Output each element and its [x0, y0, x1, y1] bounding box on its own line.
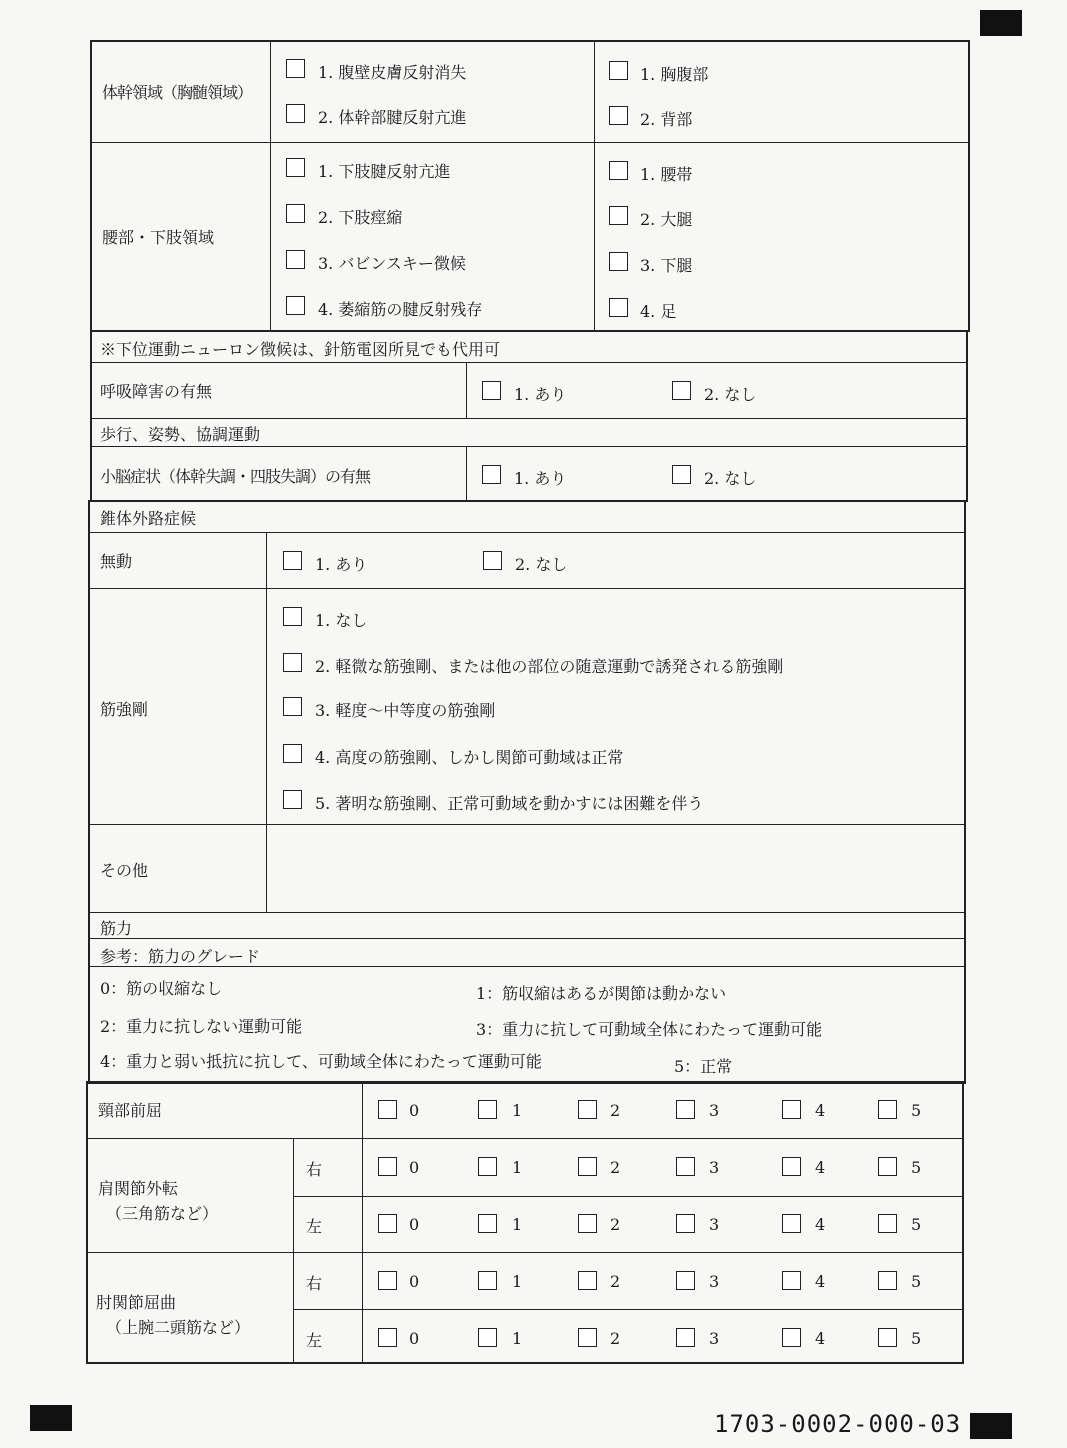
shoulder-right-grade-3-checkbox[interactable]	[676, 1157, 695, 1176]
lumbar-site-3-label: 3. 下腿	[640, 256, 693, 275]
shoulder-right-grade-5-checkbox[interactable]	[878, 1157, 897, 1176]
elbow-left-grade-5-label: 5	[911, 1329, 922, 1348]
rigidity-option-4-label: 4. 高度の筋強剛、しかし関節可動域は正常	[315, 748, 624, 767]
elbow-left-grade-3-checkbox[interactable]	[676, 1328, 695, 1347]
elbow-right-grade-2-label: 2	[610, 1272, 621, 1291]
lumbar-site-1-label: 1. 腰帯	[640, 165, 693, 184]
grade-3-desc: 3：重力に抗して可動域全体にわたって運動可能	[476, 1020, 823, 1039]
elbow-right-grade-2-checkbox[interactable]	[578, 1271, 597, 1290]
shoulder-left-grade-0-checkbox[interactable]	[378, 1214, 397, 1233]
elbow-left-grade-5-checkbox[interactable]	[878, 1328, 897, 1347]
cerebellar-row	[92, 446, 966, 502]
shoulder-left-grade-5-checkbox[interactable]	[878, 1214, 897, 1233]
rigidity-option-2-label: 2. 軽微な筋強剛、または他の部位の随意運動で誘発される筋強剛	[315, 657, 784, 676]
elbow-right-label: 右	[306, 1274, 323, 1293]
shoulder-left-grade-3-label: 3	[709, 1215, 720, 1234]
form-code: 1703-0002-000-03	[714, 1410, 962, 1438]
akinesia-no-checkbox[interactable]	[483, 551, 502, 570]
trunk-sign-1-checkbox[interactable]	[286, 59, 305, 78]
strength-header-row	[90, 912, 964, 938]
lumbar-sign-4-label: 4. 萎縮筋の腱反射残存	[318, 300, 483, 319]
cerebellar-no-checkbox[interactable]	[672, 465, 691, 484]
shoulder-right-grade-0-label: 0	[409, 1158, 420, 1177]
cerebellar-yes-checkbox[interactable]	[482, 465, 501, 484]
neck-grade-0-checkbox[interactable]	[378, 1100, 397, 1119]
shoulder-left-grade-5-label: 5	[911, 1215, 922, 1234]
respiratory-yes-label: 1. あり	[514, 385, 567, 404]
neck-grade-0-label: 0	[409, 1101, 420, 1120]
neck-grade-1-label: 1	[512, 1101, 523, 1120]
elbow-right-grade-3-label: 3	[709, 1272, 720, 1291]
lumbar-sign-1-checkbox[interactable]	[286, 158, 305, 177]
registration-mark-bottom-right	[970, 1413, 1012, 1439]
extrapyramidal-table	[88, 500, 966, 1084]
grade-4-desc: 4：重力と弱い抵抗に抗して、可動域全体にわたって運動可能	[100, 1052, 542, 1071]
muscle-strength-table	[86, 1081, 964, 1364]
shoulder-left-grade-4-label: 4	[815, 1215, 826, 1234]
shoulder-right-grade-4-label: 4	[815, 1158, 826, 1177]
rigidity-option-2-checkbox[interactable]	[283, 653, 302, 672]
rigidity-option-4-checkbox[interactable]	[283, 744, 302, 763]
trunk-site-1-checkbox[interactable]	[609, 61, 628, 80]
neck-flexion-row	[88, 1083, 962, 1138]
strength-header: 筋力	[100, 919, 133, 938]
elbow-right-grade-4-label: 4	[815, 1272, 826, 1291]
lumbar-site-4-checkbox[interactable]	[609, 298, 628, 317]
grade-ref-title-row	[90, 938, 964, 966]
neck-grade-1-checkbox[interactable]	[478, 1100, 497, 1119]
rigidity-option-1-checkbox[interactable]	[283, 607, 302, 626]
elbow-right-grade-5-label: 5	[911, 1272, 922, 1291]
shoulder-left-label: 左	[306, 1217, 323, 1236]
lumbar-site-2-label: 2. 大腿	[640, 210, 693, 229]
respiratory-label: 呼吸障害の有無	[100, 382, 213, 401]
lumbar-sign-2-label: 2. 下肢痙縮	[318, 208, 403, 227]
shoulder-right-label: 右	[306, 1160, 323, 1179]
trunk-row	[92, 42, 968, 142]
elbow-left-grade-4-label: 4	[815, 1329, 826, 1348]
grade-ref-body	[90, 966, 964, 1084]
lumbar-site-4-label: 4. 足	[640, 302, 677, 321]
cerebellar-label: 小脳症状（体幹失調・四肢失調）の有無	[100, 467, 371, 486]
trunk-sign-2-checkbox[interactable]	[286, 104, 305, 123]
neck-grade-3-checkbox[interactable]	[676, 1100, 695, 1119]
elbow-left-grade-2-label: 2	[610, 1329, 621, 1348]
neck-grade-3-label: 3	[709, 1101, 720, 1120]
elbow-left-grade-0-checkbox[interactable]	[378, 1328, 397, 1347]
akinesia-row	[90, 532, 964, 588]
lumbar-site-2-checkbox[interactable]	[609, 206, 628, 225]
rigidity-label: 筋強剛	[100, 700, 149, 719]
shoulder-left-grade-1-checkbox[interactable]	[478, 1214, 497, 1233]
shoulder-right-grade-1-label: 1	[512, 1158, 523, 1177]
lmn-note-row	[92, 332, 966, 362]
elbow-right-grade-0-label: 0	[409, 1272, 420, 1291]
akinesia-label: 無動	[100, 552, 133, 571]
elbow-left-label: 左	[306, 1331, 323, 1350]
trunk-site-2-label: 2. 背部	[640, 110, 693, 129]
trunk-site-2-checkbox[interactable]	[609, 106, 628, 125]
respiratory-no-checkbox[interactable]	[672, 381, 691, 400]
rigidity-option-1-label: 1. なし	[315, 611, 368, 630]
elbow-right-grade-1-checkbox[interactable]	[478, 1271, 497, 1290]
elbow-row	[88, 1252, 962, 1364]
registration-mark-bottom-left	[30, 1405, 72, 1431]
elbow-right-grade-0-checkbox[interactable]	[378, 1271, 397, 1290]
shoulder-row	[88, 1138, 962, 1252]
shoulder-sublabel: （三角筋など）	[106, 1204, 219, 1223]
shoulder-right-grade-0-checkbox[interactable]	[378, 1157, 397, 1176]
lumbar-sign-3-label: 3. バビンスキー徴候	[318, 254, 466, 273]
registration-mark-top-right	[980, 10, 1022, 36]
akinesia-no-label: 2. なし	[515, 555, 568, 574]
other-row	[90, 824, 964, 912]
cerebellar-yes-label: 1. あり	[514, 469, 567, 488]
neck-grade-4-checkbox[interactable]	[782, 1100, 801, 1119]
neck-flexion-label: 頸部前屈	[98, 1101, 163, 1120]
respiratory-gait-table	[90, 330, 968, 502]
shoulder-left-grade-1-label: 1	[512, 1215, 523, 1234]
grade-ref-title: 参考：筋力のグレード	[100, 947, 261, 966]
respiratory-no-label: 2. なし	[704, 385, 757, 404]
shoulder-left-grade-2-label: 2	[610, 1215, 621, 1234]
elbow-left-grade-1-checkbox[interactable]	[478, 1328, 497, 1347]
grade-0-desc: 0：筋の収縮なし	[100, 979, 223, 998]
akinesia-yes-checkbox[interactable]	[283, 551, 302, 570]
extrapyramidal-header: 錐体外路症候	[100, 509, 197, 528]
shoulder-right-grade-2-label: 2	[610, 1158, 621, 1177]
shoulder-right-grade-4-checkbox[interactable]	[782, 1157, 801, 1176]
elbow-label: 肘関節屈曲	[96, 1293, 177, 1312]
elbow-right-grade-5-checkbox[interactable]	[878, 1271, 897, 1290]
elbow-left-grade-1-label: 1	[512, 1329, 523, 1348]
rigidity-option-5-label: 5. 著明な筋強剛、正常可動域を動かすには困難を伴う	[315, 794, 704, 813]
extrapyramidal-header-row	[90, 502, 964, 532]
lumbar-site-3-checkbox[interactable]	[609, 252, 628, 271]
gait-header: 歩行、姿勢、協調運動	[100, 425, 261, 444]
grade-2-desc: 2：重力に抗しない運動可能	[100, 1017, 303, 1036]
other-label: その他	[100, 861, 149, 880]
lumbar-site-1-checkbox[interactable]	[609, 161, 628, 180]
neck-grade-5-checkbox[interactable]	[878, 1100, 897, 1119]
shoulder-right-grade-1-checkbox[interactable]	[478, 1157, 497, 1176]
neck-grade-5-label: 5	[911, 1101, 922, 1120]
elbow-right-grade-1-label: 1	[512, 1272, 523, 1291]
neck-grade-4-label: 4	[815, 1101, 826, 1120]
lumbar-sign-3-checkbox[interactable]	[286, 250, 305, 269]
lmn-note: ※下位運動ニューロン徴候は、針筋電図所見でも代用可	[100, 340, 501, 359]
trunk-sign-1-label: 1. 腹壁皮膚反射消失	[318, 63, 467, 82]
shoulder-left-grade-0-label: 0	[409, 1215, 420, 1234]
elbow-left-grade-2-checkbox[interactable]	[578, 1328, 597, 1347]
elbow-right-grade-4-checkbox[interactable]	[782, 1271, 801, 1290]
rigidity-option-5-checkbox[interactable]	[283, 790, 302, 809]
trunk-site-1-label: 1. 胸腹部	[640, 65, 709, 84]
shoulder-left-grade-3-checkbox[interactable]	[676, 1214, 695, 1233]
elbow-right-grade-3-checkbox[interactable]	[676, 1271, 695, 1290]
grade-1-desc: 1：筋収縮はあるが関節は動かない	[476, 984, 727, 1003]
lumbar-sign-2-checkbox[interactable]	[286, 204, 305, 223]
rigidity-row	[90, 588, 964, 824]
respiratory-row	[92, 362, 966, 418]
lumbar-sign-1-label: 1. 下肢腱反射亢進	[318, 162, 451, 181]
elbow-left-grade-3-label: 3	[709, 1329, 720, 1348]
shoulder-right-grade-3-label: 3	[709, 1158, 720, 1177]
grade-5-desc: 5：正常	[674, 1057, 733, 1076]
lumbar-label: 腰部・下肢領域	[102, 228, 215, 247]
lumbar-row	[92, 142, 968, 332]
rigidity-option-3-label: 3. 軽度～中等度の筋強剛	[315, 701, 496, 720]
neck-grade-2-label: 2	[610, 1101, 621, 1120]
respiratory-yes-checkbox[interactable]	[482, 381, 501, 400]
upper-motor-neuron-table	[90, 40, 970, 332]
shoulder-left-grade-4-checkbox[interactable]	[782, 1214, 801, 1233]
shoulder-right-grade-2-checkbox[interactable]	[578, 1157, 597, 1176]
rigidity-option-3-checkbox[interactable]	[283, 697, 302, 716]
shoulder-right-grade-5-label: 5	[911, 1158, 922, 1177]
trunk-label: 体幹領域（胸髄領域）	[102, 83, 253, 102]
elbow-left-grade-4-checkbox[interactable]	[782, 1328, 801, 1347]
shoulder-left-grade-2-checkbox[interactable]	[578, 1214, 597, 1233]
shoulder-label: 肩関節外転	[98, 1179, 179, 1198]
elbow-left-grade-0-label: 0	[409, 1329, 420, 1348]
trunk-sign-2-label: 2. 体幹部腱反射亢進	[318, 108, 467, 127]
akinesia-yes-label: 1. あり	[315, 555, 368, 574]
elbow-sublabel: （上腕二頭筋など）	[106, 1318, 251, 1337]
cerebellar-no-label: 2. なし	[704, 469, 757, 488]
lumbar-sign-4-checkbox[interactable]	[286, 296, 305, 315]
neck-grade-2-checkbox[interactable]	[578, 1100, 597, 1119]
gait-header-row	[92, 418, 966, 446]
